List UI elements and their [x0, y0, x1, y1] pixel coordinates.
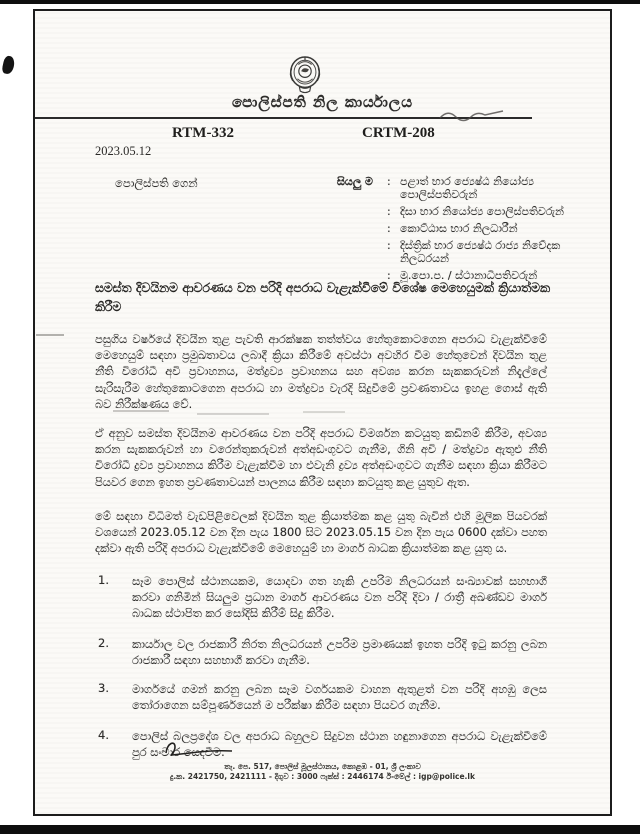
scan-edge-top — [0, 0, 640, 4]
handwritten-scribble — [438, 104, 506, 124]
item-text: මාර්ගයේ ගමන් කරනු ලබන සෑම වර්ගයකම වාහන ඇතුළත් වන පරිදි අහඹු ලෙස තෝරාගෙන සම්පූර්ණයෙන් ම පරීක්ෂා කිරීම සඳහා පියවර ගැනීම. — [132, 682, 547, 713]
scan-edge-bottom — [0, 825, 640, 834]
addressee-text: පළාත් භාර ජ්‍යෙෂ්ඨ නියෝජ්‍ය පොලිස්පතිවරුන් — [400, 175, 534, 201]
scan-smudge — [113, 410, 169, 412]
body-paragraph: පසුගිය වර්ෂයේ දිවයින තුළ පැවති ආරක්ෂක තත්ත්වය හේතුකොටගෙන අපරාධ වැළැක්වීමේ මෙහෙයුම් සඳහා ප්‍රමුඛතාවය ලබාදී ක්‍රියා කිරීමේ අවස්ථා අවහිර වීම හේතුවෙන් දිවයින තුළ නීති විරෝධී අවි ප්‍රවාහනය, මත්ද්‍රව්‍ය ප්‍රවාහනය සහ අවශ්‍ය කරන සැකකරුවන් නිදැල්ලේ සැරිසැරීම හේතුකොටගෙන අපරාධ හා මත්ද්‍රව්‍ය වැරදි සිදුවීමේ ප්‍රවණතාවය ඉහළ ගොස් ඇති බව නිරීක්ෂණය වේ. — [95, 332, 547, 411]
colon: : — [387, 239, 391, 252]
scan-smudge — [303, 411, 345, 413]
addressee-row — [337, 239, 587, 265]
letter-page — [33, 9, 612, 816]
addressee-text: කොට්ඨාස භාර නිලධාරීන් — [400, 222, 518, 235]
scan-smudge — [36, 334, 64, 336]
colon: : — [387, 205, 391, 218]
item-number: 1. — [98, 573, 109, 587]
subject-heading: සමස්ත දිවයිනම ආවරණය වන පරිදි අපරාධ වැළැක්වීමේ විශේෂ මෙහෙයුමක් ක්‍රියාත්මක කිරීම — [95, 281, 550, 314]
addressee-text: මූ.පො.ප. / ස්ථානාධිපතිවරුන් — [400, 269, 538, 282]
ref-number-rtm: RTM-332 — [172, 125, 234, 141]
addressee-row — [337, 175, 587, 201]
ref-number-crtm: CRTM-208 — [362, 125, 435, 141]
scan-smudge — [197, 413, 269, 415]
addressee-text: දිසා භාර නියෝජ්‍ය පොලිස්පතිවරුන් — [400, 205, 564, 218]
police-crest-icon — [286, 55, 324, 95]
colon: : — [387, 222, 391, 235]
to-all-label: සියලු ම — [337, 175, 373, 188]
item-number: 3. — [98, 681, 109, 695]
item-number: 4. — [98, 728, 109, 742]
body-paragraph: මේ සඳහා විධිමත් වැඩපිළිවෙලක් දිවයින තුළ ක්‍රියාත්මක කළ යුතු බැවින් එහි මූලික පියවරක් වශයෙන් 2023.05.12 වන දින පැය 1800 සිට 2023.05.15 වන දින පැය 0600 දක්වා පහත දක්වා ඇති පරිදි අපරාධ වැළැක්වීමේ මෙහෙයුම් හා මාර්ග බාධක ක්‍රියාත්මක කළ යුතු ය. — [95, 509, 547, 556]
addressee-row — [337, 222, 587, 235]
footer-contact: දු.ක. 2421750, 2421111 - දිගුව : 3000 ෆැක්ස් : 2446174 ඊ-මේල් : igp@police.lk — [170, 772, 475, 781]
addressee-row — [337, 205, 587, 218]
letter-date: 2023.05.12 — [95, 144, 152, 158]
scan-ink-blot — [1, 55, 16, 75]
colon: : — [387, 269, 391, 282]
item-text: කාර්යාල වල රාජකාරී නිරත නිලධරයන් උපරිම ප්‍රමාණයක් ඉහත පරිදි ඉටු කරනු ලබන රාජකාරී සඳහා සහභාගී කරවා ගැනීම. — [132, 637, 547, 668]
sender-label: පොලිස්පති ගෙන් — [115, 176, 198, 190]
item-text: පොලිස් බලප්‍රදේශ වල අපරාධ බහුලව සිදුවන ස්ථාන හඳුනාගෙන අපරාධ වැළැක්වීමේ පුර සංචාර යෙදවීම. — [132, 729, 547, 760]
item-text: සෑම පොලිස් ස්ථානයකම, යොදවා ගත හැකි උපරිම නිලධරයන් සංඛ්‍යාවක් සහභාගී කරවා ගනිමින් සියලුම ප්‍රධාන මාර්ග ආවරණය වන පරිදි දිවා / රාත්‍රී අඛණ්ඩව මාර්ග බාධක ස්ථාපිත කර සෝදිසි කිරීම් සිදු කිරීම. — [132, 574, 547, 621]
addressee-block — [337, 175, 587, 286]
colon: : — [387, 175, 391, 188]
body-paragraph: ඒ අනුව සමස්ත දිවයිනම ආවරණය වන පරිදි අපරාධ විමර්ශන කටයුතු කඩිනම් කිරීම, අවශ්‍ය කරන සැකකරුවන් හා වරෙන්තුකරුවන් අත්අඩංගුවට ගැනීම, ගිනි අවි / මත්ද්‍රව්‍ය ඇතුළු නීති විරෝධී ද්‍රව්‍ය ප්‍රවාහනය කිරීම වැළැක්වීම හා එවැනි ද්‍රව්‍ය අත්අඩංගුවට ගැනීම සඳහා ක්‍රියා කිරීමට පියවර ගෙන ඉහත ප්‍රවණතාවයන් පාලනය කිරීම සඳහා කටයුතු කළ යුතුව ඇත. — [95, 426, 547, 489]
office-title: පොලිස්පති නිල කාර්යාලය — [231, 93, 414, 111]
footer-address: තැ. පෙ. 517, පොලිස් මූලස්ථානය, කොළඹ - 01, ශ්‍රී ලංකාව — [224, 762, 421, 771]
handwritten-signature — [160, 737, 240, 761]
addressee-text: දිස්ත්‍රික් භාර ජ්‍යෙෂ්ඨ රාජ්‍ය නිවේදක නිලධරයන් — [400, 239, 561, 265]
item-number: 2. — [98, 636, 109, 650]
